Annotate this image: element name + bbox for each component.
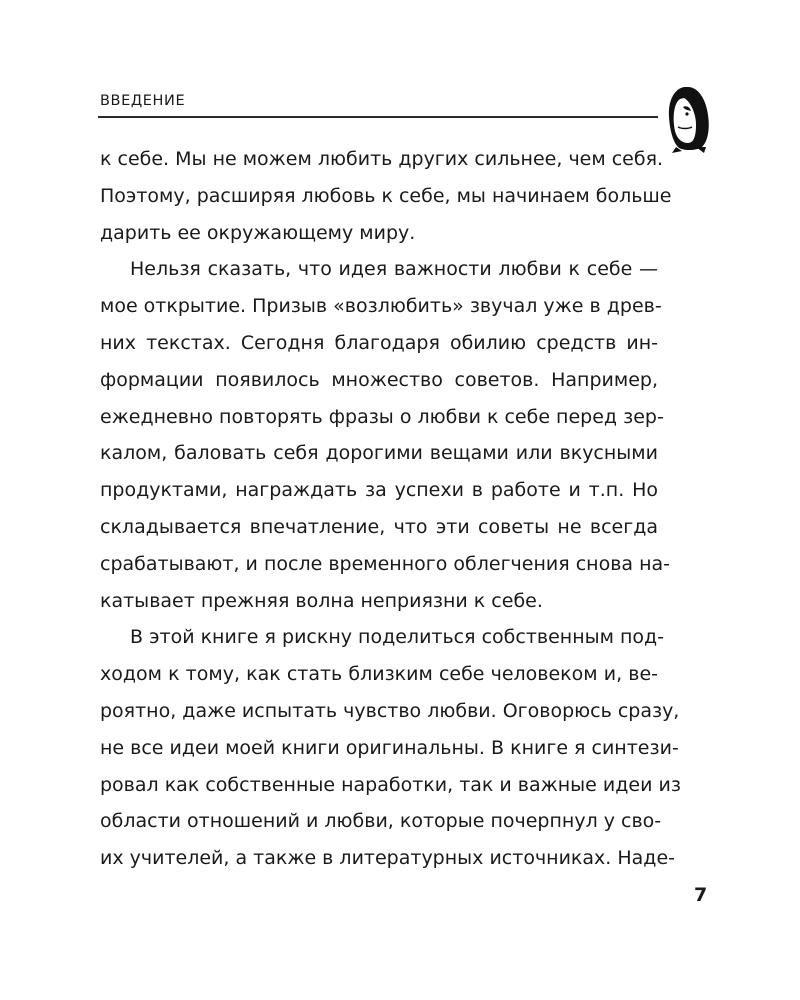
- running-head: ВВЕДЕНИЕ: [100, 93, 186, 109]
- text-line: продуктами, награждать за успехи в работе и т.п. Но: [100, 479, 658, 502]
- text-line: срабатывают, и после временного облегчения снова на-: [100, 552, 671, 575]
- text-line: области отношений и любви, которые почерпнул у сво-: [100, 810, 662, 833]
- text-line: формации появилось множество советов. Например,: [100, 368, 658, 391]
- text-line: складывается впечатление, что эти советы не всегда: [100, 515, 658, 538]
- text-line: них текстах. Сегодня благодаря обилию средств ин-: [100, 331, 658, 354]
- text-line: ходом к тому, как стать близким себе человеком и, ве-: [100, 663, 658, 686]
- text-line: роятно, даже испытать чувство любви. Оговорюсь сразу,: [100, 699, 680, 722]
- text-line: Поэтому, расширяя любовь к себе, мы начинаем больше: [100, 184, 672, 207]
- page-number: 7: [694, 884, 708, 906]
- penguin-icon: [666, 85, 712, 155]
- text-line: ежедневно повторять фразы о любви к себе перед зер-: [100, 405, 664, 428]
- text-line: Нельзя сказать, что идея важности любви к себе —: [130, 258, 658, 281]
- text-line: не все идеи моей книги оригинальны. В книге я синтези-: [100, 736, 679, 759]
- text-line: дарить ее окружающему миру.: [100, 221, 416, 244]
- text-line: к себе. Мы не можем любить других сильнее, чем себя.: [100, 148, 664, 170]
- text-line: калом, баловать себя дорогими вещами или вкусными: [100, 442, 658, 465]
- text-line: катывает прежняя волна неприязни к себе.: [100, 589, 543, 612]
- body-text: [100, 141, 681, 877]
- text-line: В этой книге я рискну поделиться собственным под-: [130, 626, 665, 649]
- header-rule: [98, 116, 658, 118]
- text-line: мое открытие. Призыв «возлюбить» звучал уже в древ-: [100, 295, 662, 318]
- text-line: их учителей, а также в литературных источниках. Наде-: [100, 847, 675, 870]
- text-line: ровал как собственные наработки, так и важные идеи из: [100, 773, 681, 796]
